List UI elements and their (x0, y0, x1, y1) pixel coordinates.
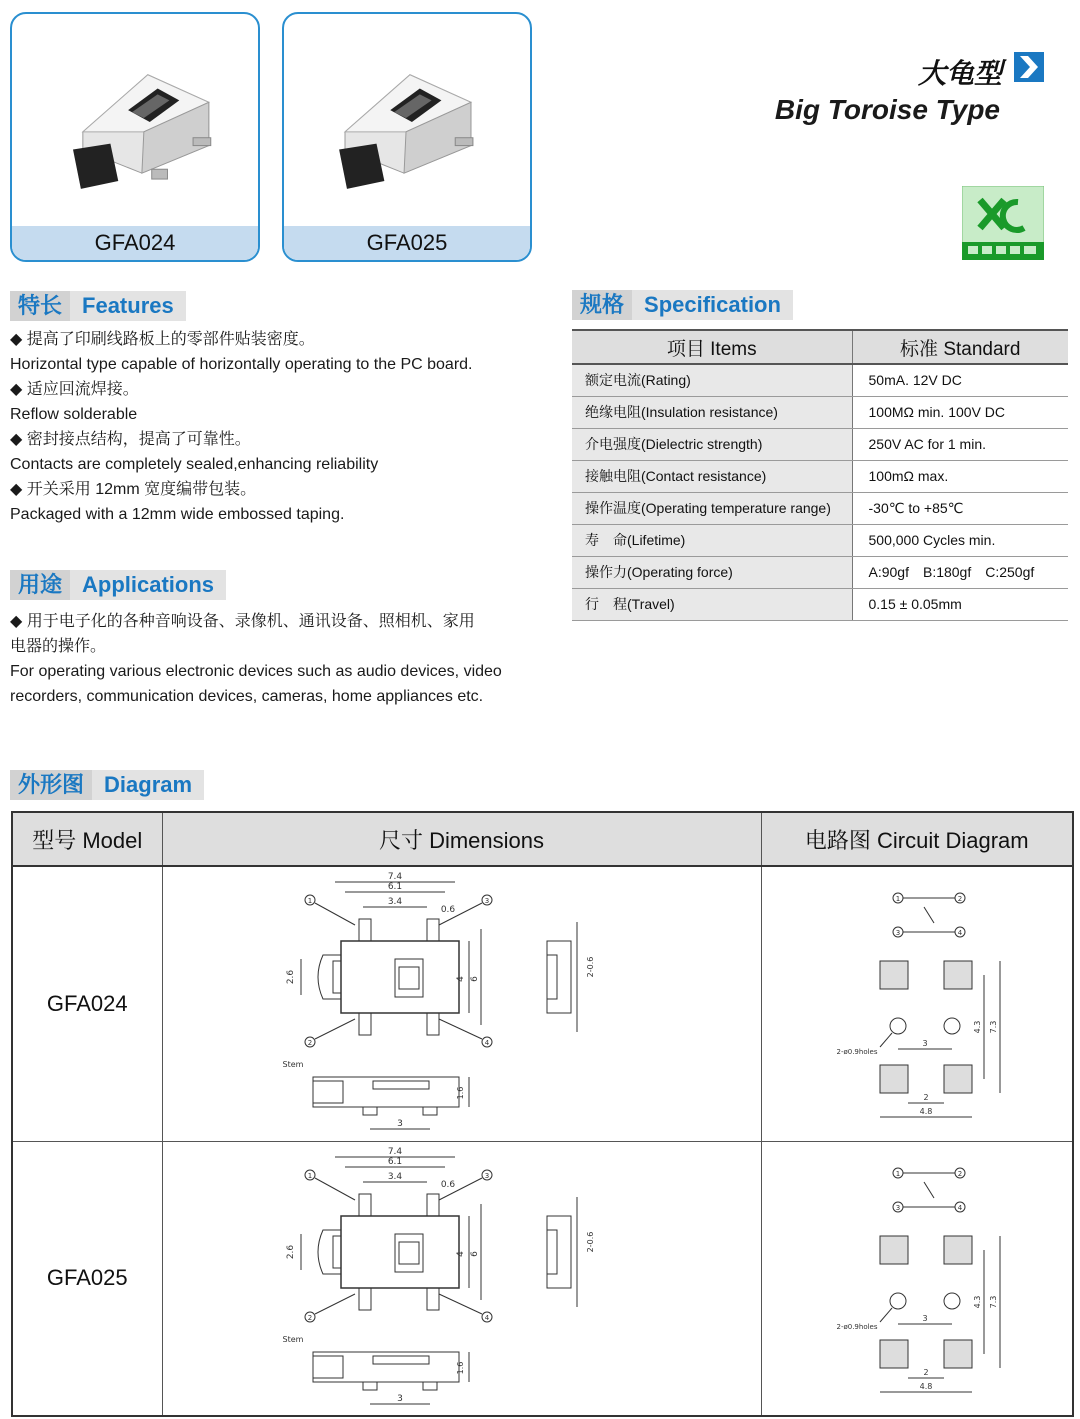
spec-item: 操作温度(Operating temperature range) (572, 492, 852, 524)
table-row (572, 396, 1068, 428)
features-heading (10, 291, 186, 321)
drawing-line (423, 1107, 437, 1115)
drawing-line (427, 1288, 439, 1310)
features-text (10, 327, 473, 527)
feature-line: Horizontal type capable of horizontally operating to the PC board. (10, 356, 473, 373)
dimension-label: 3 (484, 1171, 489, 1180)
feature-line: Reflow solderable (10, 406, 138, 423)
switch-photo (12, 14, 258, 228)
drawing-line (315, 1294, 355, 1314)
spec-value: A:90gf B:180gf C:250gf (852, 556, 1068, 588)
diagram-heading (10, 770, 204, 800)
dimension-label: 3.4 (387, 897, 402, 907)
drawing-line (318, 1230, 341, 1274)
table-row (572, 556, 1068, 588)
drawing-line (333, 1236, 341, 1268)
drawing-line (315, 903, 355, 925)
drawing-line (359, 919, 371, 941)
feature-line: Contacts are completely sealed,enhancing reliability (10, 456, 379, 473)
features-heading-en: Features (82, 293, 174, 318)
solder-pad (880, 1236, 908, 1264)
dimension-label: 2-0.6 (585, 956, 595, 978)
product-card-gfa025 (282, 12, 532, 262)
switch-photo (284, 14, 530, 228)
dimension-label: 2 (922, 1367, 929, 1377)
spec-value: 100MΩ min. 100V DC (852, 396, 1068, 428)
switch-body (341, 941, 459, 1013)
series-title-en: Big Toroise Type (774, 94, 1000, 125)
dimension-drawing (162, 1141, 761, 1416)
dimension-label: 0.6 (440, 1179, 455, 1190)
mounting-hole (944, 1293, 960, 1309)
drawing-line (880, 1308, 892, 1322)
dimension-label: 1.6 (455, 1361, 465, 1374)
product-label: GFA025 (284, 226, 530, 260)
table-row (572, 524, 1068, 556)
spec-item: 操作力(Operating force) (572, 556, 852, 588)
feature-line: ◆ 适应回流焊接。 (10, 381, 139, 398)
specification-table (572, 329, 1068, 621)
mounting-hole (944, 1018, 960, 1034)
solder-pad (944, 961, 972, 989)
solder-pad (880, 1340, 908, 1368)
circuit-diagram (761, 1141, 1073, 1416)
series-title-cn: 大龟型 (917, 58, 1002, 89)
dimension-label: 6.1 (387, 882, 402, 892)
dimension-label: 2 (957, 1169, 962, 1178)
dimension-label: 4 (957, 1203, 962, 1212)
table-row (572, 428, 1068, 460)
table-row (572, 588, 1068, 620)
applications-heading-cn: 用途 (10, 570, 70, 600)
solder-pad (944, 1236, 972, 1264)
solder-pad (880, 1065, 908, 1093)
drawing-line (373, 1081, 429, 1089)
feature-line: ◆ 开关采用 12mm 宽度编带包装。 (10, 481, 257, 498)
diagram-table (11, 811, 1074, 1417)
solder-pad (880, 961, 908, 989)
spec-item: 额定电流(Rating) (572, 364, 852, 396)
drawing-line (924, 907, 934, 923)
drawing-line (423, 1382, 437, 1390)
solder-pad (944, 1340, 972, 1368)
specification-heading (572, 290, 793, 320)
dimension-label: 3 (921, 1039, 928, 1048)
drawing-line (547, 941, 571, 1013)
spec-value: 50mA. 12V DC (852, 364, 1068, 396)
spec-value: 0.15 ± 0.05mm (852, 588, 1068, 620)
dimension-label: 1 (307, 1171, 312, 1180)
dimension-label: 1 (895, 1169, 900, 1178)
dimension-label: 2 (307, 1313, 312, 1322)
spec-item: 接触电阻(Contact resistance) (572, 460, 852, 492)
col-dimensions-header: 尺寸 Dimensions (162, 812, 761, 866)
dimension-label: 7.4 (387, 872, 402, 882)
product-label: GFA024 (12, 226, 258, 260)
dimension-label: Stem (282, 1334, 303, 1344)
dimension-label: 3 (396, 1119, 403, 1129)
drawing-line (359, 1013, 371, 1035)
drawing-line (313, 1356, 343, 1378)
model-cell: GFA024 (12, 866, 162, 1141)
drawing-line (315, 1019, 355, 1039)
feature-line: ◆ 密封接点结构，提高了可靠性。 (10, 431, 251, 448)
dimension-label: 3 (921, 1313, 928, 1323)
drawing-line (318, 955, 341, 999)
application-line: 电器的操作。 (10, 638, 107, 655)
dimension-label: 2 (307, 1039, 312, 1047)
drawing-line (359, 1194, 371, 1216)
drawing-line (315, 1178, 355, 1200)
dimension-label: 4.3 (972, 1020, 982, 1034)
table-row (572, 364, 1068, 396)
dimension-label: 3 (484, 897, 489, 905)
arrow-right-icon (1014, 52, 1044, 82)
spec-value: 250V AC for 1 min. (852, 428, 1068, 460)
circuit-diagram (761, 866, 1073, 1141)
spec-item: 介电强度(Dielectric strength) (572, 428, 852, 460)
circuit-diagram-svg (762, 1142, 1072, 1415)
dimension-label: 2-0.6 (585, 1231, 595, 1252)
dimension-label: 4 (484, 1039, 489, 1047)
product-card-gfa024 (10, 12, 260, 262)
drawing-line (359, 1288, 371, 1310)
col-items-header: 项目 Items (572, 330, 852, 364)
dimension-label: 2 (922, 1093, 929, 1102)
dimension-label: 2 (957, 895, 962, 903)
drawing-line (439, 1019, 482, 1039)
dimension-label: 2.6 (285, 1244, 296, 1259)
dimension-label: 2-ø0.9holes (835, 1322, 878, 1331)
dimension-label: 4.8 (919, 1381, 932, 1391)
drawing-line (427, 919, 439, 941)
spec-value: 100mΩ max. (852, 460, 1068, 492)
drawing-line (924, 1182, 934, 1198)
dimension-label: 3 (895, 929, 900, 937)
certification-logo (962, 186, 1044, 260)
drawing-line (439, 1294, 482, 1314)
dimension-label: 4 (455, 976, 466, 982)
table-row (572, 492, 1068, 524)
application-line: recorders, communication devices, cameras, home appliances etc. (10, 688, 484, 705)
dimension-label: Stem (282, 1060, 303, 1069)
dimension-label: 4 (957, 929, 962, 937)
dimension-label: 4.3 (972, 1295, 982, 1308)
dimension-label: 3 (396, 1393, 403, 1404)
drawing-line (313, 1081, 343, 1103)
feature-line: ◆ 提高了印刷线路板上的零部件贴装密度。 (10, 331, 315, 348)
col-standard-header: 标准 Standard (852, 330, 1068, 364)
drawing-line (427, 1194, 439, 1216)
spec-value: -30℃ to +85℃ (852, 492, 1068, 524)
mounting-hole (890, 1018, 906, 1034)
features-heading-cn: 特长 (10, 291, 70, 321)
spec-item: 绝缘电阻(Insulation resistance) (572, 396, 852, 428)
drawing-line (363, 1382, 377, 1390)
switch-body (341, 1216, 459, 1288)
feature-line: Packaged with a 12mm wide embossed taping. (10, 506, 345, 523)
dimension-label: 1 (895, 895, 900, 903)
solder-pad (944, 1065, 972, 1093)
dimension-label: 6.1 (387, 1156, 402, 1167)
dimension-label: 7.4 (387, 1146, 402, 1157)
drawing-line (547, 1230, 557, 1274)
dimension-label: 4 (455, 1250, 466, 1257)
dimension-drawing (162, 866, 761, 1141)
drawing-line (363, 1107, 377, 1115)
dimension-drawing-svg (163, 867, 762, 1140)
applications-heading-en: Applications (82, 572, 215, 597)
dimension-label: 2.6 (285, 969, 296, 985)
dimension-label: 1 (307, 897, 312, 905)
circuit-diagram-svg (762, 867, 1072, 1140)
application-line: For operating various electronic devices such as audio devices, video (10, 663, 502, 680)
dimension-label: 2-ø0.9holes (835, 1048, 878, 1056)
drawing-line (333, 961, 341, 993)
applications-text (10, 609, 502, 709)
drawing-line (547, 1216, 571, 1288)
spec-value: 500,000 Cycles min. (852, 524, 1068, 556)
col-circuit-header: 电路图 Circuit Diagram (761, 812, 1073, 866)
dimension-drawing-svg (163, 1142, 762, 1415)
dimension-label: 0.6 (440, 905, 455, 915)
dimension-label: 3.4 (387, 1171, 402, 1182)
specification-heading-en: Specification (644, 292, 781, 317)
spec-item: 行 程(Travel) (572, 588, 852, 620)
model-cell: GFA025 (12, 1141, 162, 1416)
dimension-label: 4 (484, 1313, 489, 1322)
dimension-label: 7.3 (988, 1295, 998, 1308)
dimension-label: 7.3 (988, 1020, 998, 1034)
drawing-line (547, 955, 557, 999)
drawing-line (373, 1356, 429, 1364)
dimension-label: 4.8 (919, 1107, 932, 1116)
drawing-line (427, 1013, 439, 1035)
diagram-heading-en: Diagram (104, 772, 193, 797)
spec-item: 寿 命(Lifetime) (572, 524, 852, 556)
col-model-header: 型号 Model (12, 812, 162, 866)
mounting-hole (890, 1293, 906, 1309)
specification-heading-cn: 规格 (572, 290, 632, 320)
diagram-heading-cn: 外形图 (10, 770, 92, 800)
drawing-line (880, 1033, 892, 1047)
table-row (12, 866, 1073, 1141)
dimension-label: 1.6 (455, 1086, 465, 1100)
table-row (12, 1141, 1073, 1416)
dimension-label: 6 (469, 1250, 480, 1257)
dimension-label: 3 (895, 1203, 900, 1212)
dimension-label: 6 (469, 976, 480, 982)
table-row (572, 460, 1068, 492)
application-line: ◆ 用于电子化的各种音响设备、录像机、通讯设备、照相机、家用 (10, 613, 475, 630)
applications-heading (10, 570, 226, 600)
